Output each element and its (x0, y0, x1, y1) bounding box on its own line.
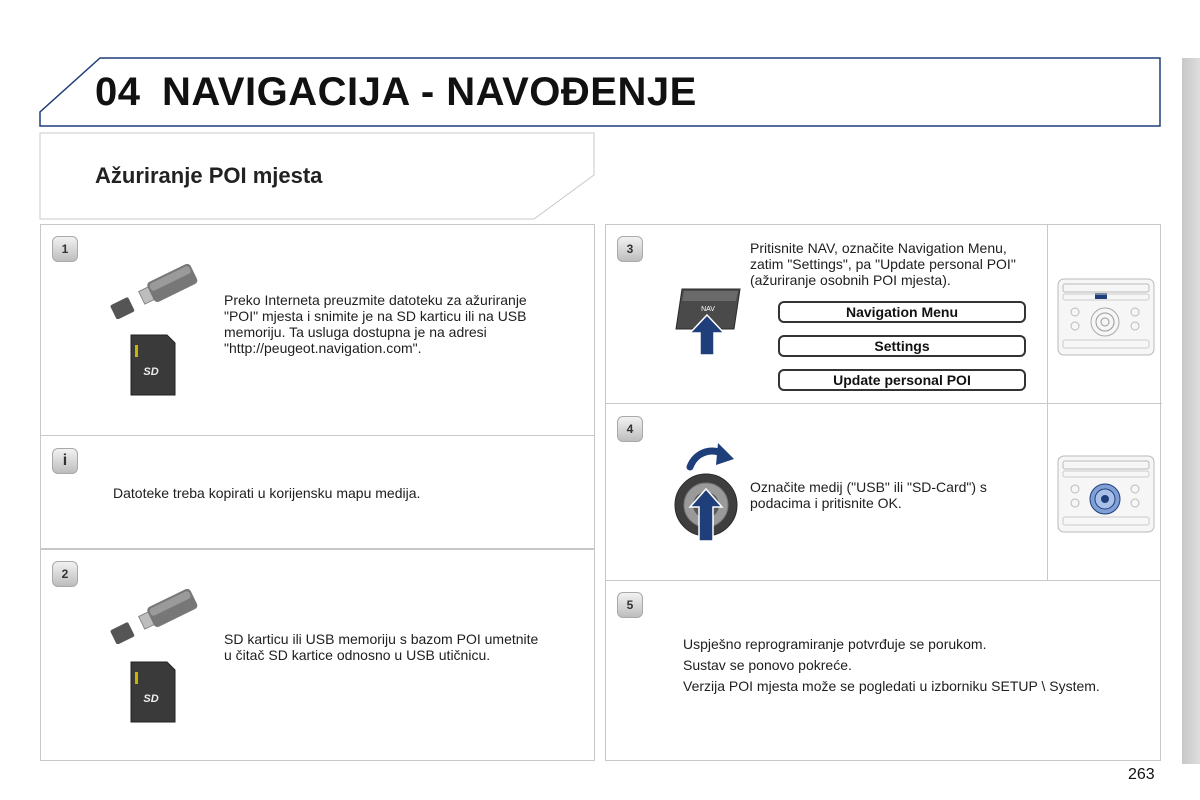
step-5-badge: 5 (617, 592, 643, 618)
dashboard-panel-icon (1057, 278, 1155, 356)
dashboard-panel-icon (1057, 455, 1155, 533)
step-1-text: Preko Interneta preuzmite datoteku za ažuriranje "POI" mjesta i snimite je na SD karticu ili na USB memoriju. Ta usluga dostupna je na adresi "http://peugeot.navigation.com". (224, 292, 527, 356)
page-edge-strip (1182, 58, 1200, 764)
step-4-badge: 4 (617, 416, 643, 442)
menu-item-navigation-menu[interactable]: Navigation Menu (778, 301, 1026, 323)
sd-card-icon (129, 660, 177, 724)
step-5-line-1: Uspješno reprogramiranje potvrđuje se porukom. (683, 636, 987, 652)
steps-3-4-panel (605, 224, 1161, 581)
sd-logo-text: SD (143, 366, 159, 378)
step-1-panel (40, 224, 595, 436)
header-frame (0, 0, 1200, 230)
rotary-dial-icon (670, 439, 750, 547)
chapter-number: 04 (95, 70, 141, 114)
menu-item-update-personal-poi[interactable]: Update personal POI (778, 369, 1026, 391)
step-3-text: Pritisnite NAV, označite Navigation Menu, zatim "Settings", pa "Update personal POI" (ažuriranje osobnih POI mjesta). (750, 240, 1016, 288)
section-title: Ažuriranje POI mjesta (95, 163, 323, 188)
step-5-panel (605, 580, 1161, 761)
info-panel (40, 435, 595, 549)
row-divider (606, 403, 1162, 404)
page-number: 263 (1128, 766, 1155, 783)
sd-card-icon (129, 333, 177, 397)
column-divider (1047, 225, 1048, 582)
step-3-badge: 3 (617, 236, 643, 262)
step-4-text: Označite medij ("USB" ili "SD-Card") s podacima i pritisnite OK. (750, 479, 987, 511)
chapter-title: NAVIGACIJA - NAVOĐENJE (162, 70, 697, 114)
step-2-panel (40, 549, 595, 761)
nav-key-label: NAV (701, 306, 715, 313)
step-2-text: SD karticu ili USB memoriju s bazom POI umetnite u čitač SD kartice odnosno u USB utičnicu. (224, 631, 539, 663)
step-5-line-2: Sustav se ponovo pokreće. (683, 657, 852, 673)
nav-key-icon (672, 281, 742, 357)
step-1-badge: 1 (52, 236, 78, 262)
step-2-badge: 2 (52, 561, 78, 587)
sd-logo-text: SD (143, 693, 159, 705)
menu-item-settings[interactable]: Settings (778, 335, 1026, 357)
info-text: Datoteke treba kopirati u korijensku mapu medija. (113, 485, 421, 501)
step-5-line-3: Verzija POI mjesta može se pogledati u izborniku SETUP \ System. (683, 678, 1100, 694)
info-badge: i (52, 448, 78, 474)
usb-stick-icon (103, 259, 203, 319)
usb-stick-icon (103, 584, 203, 644)
